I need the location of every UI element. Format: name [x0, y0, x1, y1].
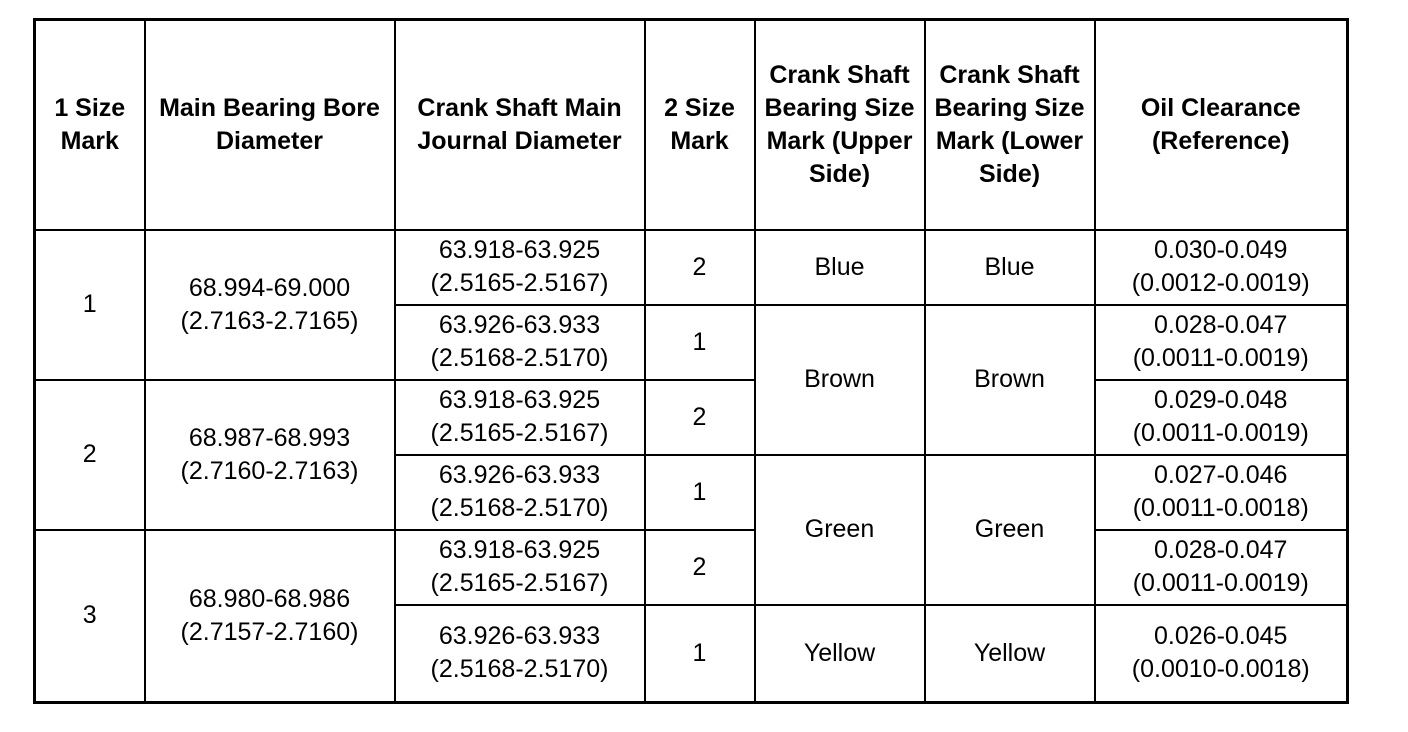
journal-mm: 63.926-63.933 [438, 461, 601, 489]
clearance-in: (0.0011-0.0019) [1132, 419, 1309, 447]
oil-clearance-cell [1095, 605, 1348, 703]
oil-clearance-cell [1095, 305, 1348, 380]
header-journal-diameter: Crank Shaft Main Journal Diameter [395, 20, 645, 230]
table-row [35, 380, 1348, 455]
upper-color-cell: Brown [755, 305, 925, 455]
bore-mm: 68.994-69.000 [188, 273, 351, 302]
upper-color-cell: Green [755, 455, 925, 605]
journal-in: (2.5168-2.5170) [430, 655, 609, 684]
clearance-mm: 0.028-0.047 [1154, 311, 1288, 339]
size-mark-2-cell: 2 [645, 530, 755, 605]
journal-diameter-cell [395, 380, 645, 455]
journal-mm: 63.926-63.933 [438, 622, 601, 651]
header-row [35, 20, 1348, 230]
upper-color-cell: Yellow [755, 605, 925, 703]
size-mark-2-cell: 1 [645, 305, 755, 380]
bore-in: (2.7163-2.7165) [180, 306, 359, 335]
clearance-mm: 0.027-0.046 [1154, 461, 1288, 489]
journal-in: (2.5165-2.5167) [430, 569, 609, 597]
clearance-mm: 0.029-0.048 [1154, 386, 1288, 414]
lower-color-cell: Brown [925, 305, 1095, 455]
bore-diameter-cell [145, 230, 395, 380]
journal-diameter-cell [395, 605, 645, 703]
bore-diameter-cell [145, 380, 395, 530]
oil-clearance-cell [1095, 230, 1348, 305]
header-lower-side: Crank Shaft Bearing Size Mark (Lower Side) [925, 20, 1095, 230]
oil-clearance-cell [1095, 530, 1348, 605]
upper-color-cell: Blue [755, 230, 925, 305]
size-mark-2-cell: 1 [645, 455, 755, 530]
journal-diameter-cell [395, 230, 645, 305]
bore-in: (2.7157-2.7160) [180, 617, 359, 646]
header-size-mark-2: 2 Size Mark [645, 20, 755, 230]
clearance-in: (0.0011-0.0019) [1132, 569, 1309, 597]
header-upper-side: Crank Shaft Bearing Size Mark (Upper Side) [755, 20, 925, 230]
table-row [35, 530, 1348, 605]
bore-in: (2.7160-2.7163) [180, 456, 359, 485]
header-bore-diameter: Main Bearing Bore Diameter [145, 20, 395, 230]
lower-color-cell: Yellow [925, 605, 1095, 703]
journal-diameter-cell [395, 305, 645, 380]
journal-diameter-cell [395, 455, 645, 530]
journal-mm: 63.918-63.925 [438, 536, 601, 564]
clearance-mm: 0.026-0.045 [1154, 622, 1288, 651]
lower-color-cell: Blue [925, 230, 1095, 305]
clearance-mm: 0.028-0.047 [1154, 536, 1288, 564]
table-row [35, 230, 1348, 305]
bore-diameter-cell [145, 530, 395, 703]
header-size-mark-1: 1 Size Mark [35, 20, 145, 230]
journal-in: (2.5168-2.5170) [430, 494, 609, 522]
header-oil-clearance: Oil Clearance (Reference) [1095, 20, 1348, 230]
journal-in: (2.5165-2.5167) [430, 269, 609, 297]
bore-mm: 68.987-68.993 [188, 423, 351, 452]
size-mark-2-cell: 2 [645, 380, 755, 455]
oil-clearance-cell [1095, 380, 1348, 455]
lower-color-cell: Green [925, 455, 1095, 605]
clearance-in: (0.0011-0.0019) [1132, 344, 1309, 372]
journal-diameter-cell [395, 530, 645, 605]
journal-in: (2.5165-2.5167) [430, 419, 609, 447]
size-mark-1-cell: 3 [35, 530, 145, 703]
size-mark-2-cell: 1 [645, 605, 755, 703]
journal-in: (2.5168-2.5170) [430, 344, 609, 372]
size-mark-1-cell: 2 [35, 380, 145, 530]
oil-clearance-cell [1095, 455, 1348, 530]
clearance-mm: 0.030-0.049 [1154, 236, 1288, 264]
size-mark-1-cell: 1 [35, 230, 145, 380]
clearance-in: (0.0010-0.0018) [1131, 655, 1310, 684]
journal-mm: 63.926-63.933 [438, 311, 601, 339]
clearance-in: (0.0012-0.0019) [1131, 269, 1310, 297]
clearance-in: (0.0011-0.0018) [1132, 494, 1309, 522]
journal-mm: 63.918-63.925 [438, 236, 601, 264]
journal-mm: 63.918-63.925 [438, 386, 601, 414]
bearing-selection-table [33, 18, 1349, 704]
size-mark-2-cell: 2 [645, 230, 755, 305]
bore-mm: 68.980-68.986 [188, 584, 351, 613]
